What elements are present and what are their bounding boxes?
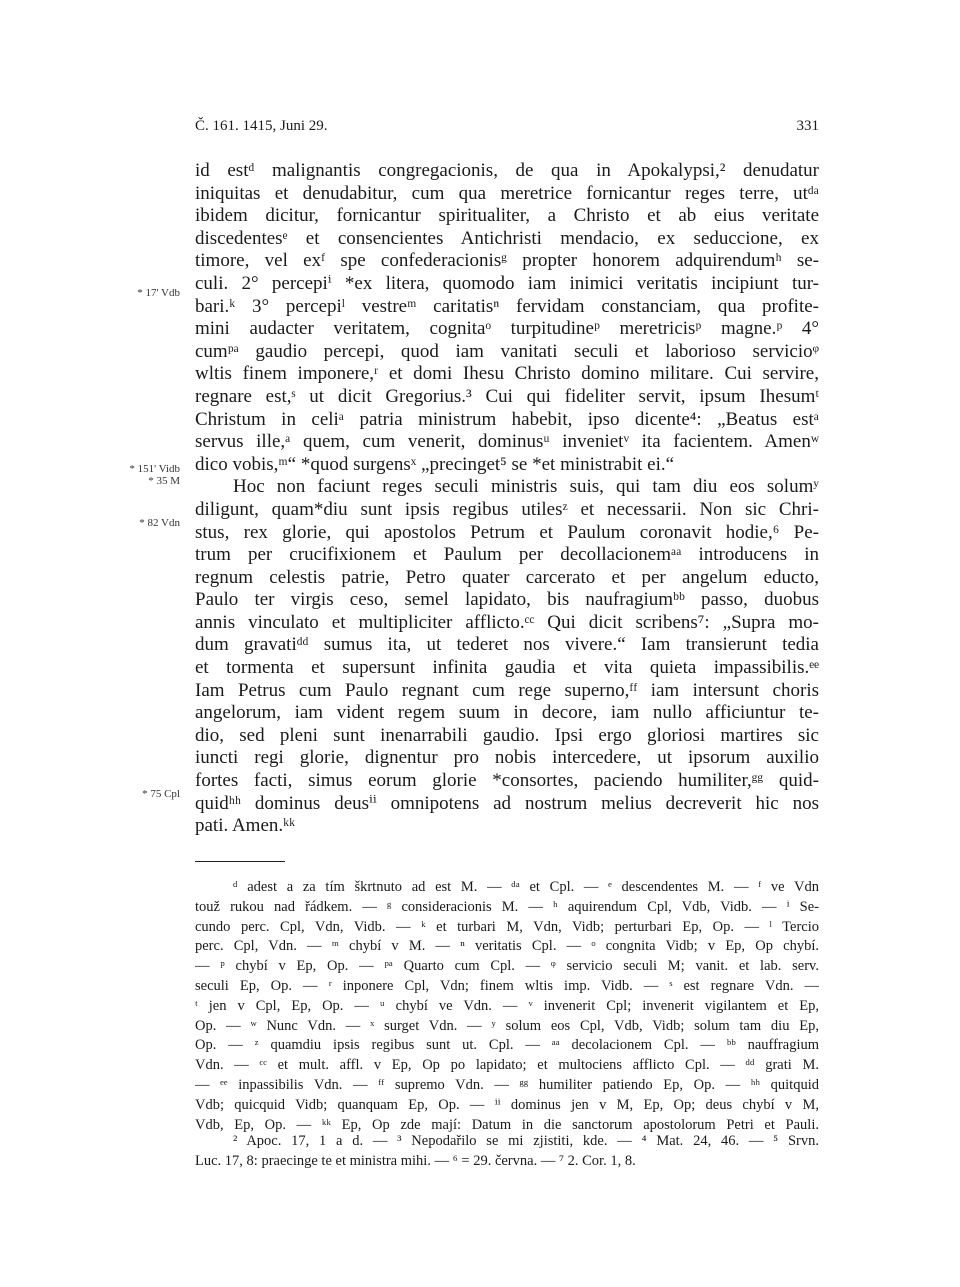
text-line: bari.ᵏ 3° percepiˡ vestreᵐ caritatisⁿ fervidam constanciam, qua profite- (195, 295, 819, 317)
text-line: culi. 2° percepiⁱ *ex litera, quomodo iam inimici veritatis incipiunt tur- (195, 272, 819, 294)
footnote-line: seculi Ep, Op. — ʳ inponere Cpl, Vdn; finem wltis imp. Vidb. — ˢ est regnare Vdn. — (195, 977, 819, 994)
page-number: 331 (796, 118, 819, 134)
footnote-line: Op. — ʷ Nunc Vdn. — ˣ surget Vdn. — ʸ solum eos Cpl, Vdb, Vidb; solum tam diu Ep, (195, 1017, 819, 1034)
footnote-line: Vdn. — ᶜᶜ et mult. affl. v Ep, Op po lapidato; et multociens afflicto Cpl. — ᵈᵈ grati M. (195, 1057, 819, 1074)
text-line: discedentesᵉ et consencientes Antichristi mendacio, ex seduccione, ex (195, 227, 819, 249)
footnote-line: perc. Cpl, Vdn. — ᵐ chybí v M. — ⁿ veritatis Cpl. — ᵒ congnita Vidb; v Ep, Op chybí. (195, 938, 819, 955)
text-line: ibidem dicitur, fornicantur spiritualiter, a Christo et ab eius veritate (195, 205, 819, 227)
text-line: timore, vel exᶠ spe confederacionisᵍ propter honorem adquirendumʰ se- (195, 250, 819, 272)
footnote-line: ᵈ adest a za tím škrtnuto ad est M. — ᵈᵃ et Cpl. — ᵉ descendentes M. — ᶠ ve Vdn (233, 879, 819, 895)
text-line: iuncti regi glorie, dignentur pro nobis intercedere, ut ipsorum auxilio (195, 747, 819, 769)
reference-footnotes (195, 1132, 819, 1172)
running-header (195, 118, 819, 135)
margin-note: * 17' Vdb (137, 287, 180, 299)
apparatus-footnotes (195, 878, 819, 1135)
text-line: servus ille,ᵃ quem, cum venerit, dominusᵘ invenietᵛ ita facientem. Amenʷ (195, 431, 819, 453)
footnote-line: Vdb, Ep, Op. — ᵏᵏ Ep, Op zde mají: Datum in die sanctorum apostolorum Petri et Pauli. (195, 1116, 819, 1133)
footnote-separator (195, 861, 285, 862)
main-text (195, 160, 819, 838)
text-line: Iam Petrus cum Paulo regnant cum rege superno,ᶠᶠ iam intersunt choris (195, 679, 819, 701)
footnote-line: — ᵖ chybí v Ep, Op. — ᵖᵃ Quarto cum Cpl. — ᵠ servicio seculi M; vanit. et lab. serv. (195, 958, 819, 975)
text-line: Paulo ter virgis ceso, semel lapidato, bis naufragiumᵇᵇ passo, duobus (195, 589, 819, 611)
footnote-line: touž rukou nad řádkem. — ᵍ consideracionis M. — ʰ aquirendum Cpl, Vdb, Vidb. — ⁱ Se- (195, 898, 819, 915)
text-line: dico vobis,ᵐ“ *quod surgensˣ „precinget⁵ se *et ministrabit ei.“ (195, 453, 675, 475)
footnote-line: Vdb; quicquid Vidb; quanquam Ep, Op. — ⁱⁱ dominus jen v M, Ep, Op; deus chybí v M, (195, 1096, 819, 1113)
margin-note: * 82 Vdn (139, 517, 180, 529)
text-line: diligunt, quam*diu sunt ipsis regibus utilesᶻ et necessarii. Non sic Chri- (195, 498, 819, 520)
text-line: mini audacter veritatem, cognitaᵒ turpitudineᵖ meretricisᵖ magne.ᵖ 4° (195, 318, 819, 340)
footnote-line: cundo perc. Cpl, Vdn, Vidb. — ᵏ et turbari M, Vdn, Vidb; perturbari Ep, Op. — ˡ Tercio (195, 918, 819, 935)
text-line: Christum in celiᵃ patria ministrum habebit, ipso dicente⁴: „Beatus estᵃ (195, 408, 819, 430)
text-line: cumᵖᵃ gaudio percepi, quod iam vanitati seculi et laborioso servicioᵠ (195, 340, 819, 362)
footnote-line: ᵗ jen v Cpl, Ep, Op. — ᵘ chybí ve Vdn. — ᵛ invenerit Cpl; invenerit vigilantem et Ep, (195, 997, 819, 1014)
text-line: regnum celestis patrie, Petro quater carcerato et per angelum educto, (195, 566, 819, 588)
margin-note: * 75 Cpl (142, 788, 180, 800)
running-title: Č. 161. 1415, Juni 29. (195, 118, 328, 134)
text-line: id estᵈ malignantis congregacionis, de qua in Apokalypsi,² denudatur (195, 160, 819, 181)
text-line: regnare est,ˢ ut dicit Gregorius.³ Cui qui fideliter servit, ipsum Ihesumᵗ (195, 385, 819, 407)
text-line: angelorum, iam vident regem suum in decore, iam nullo afficiuntur te- (195, 702, 819, 724)
footnote-line: Op. — ᶻ quamdiu ipsis regibus sunt ut. Cpl. — ᵃᵃ decolacionem Cpl. — ᵇᵇ nauffragium (195, 1037, 819, 1054)
footnote-line: — ᵉᵉ inpassibilis Vdn. — ᶠᶠ supremo Vdn. — ᵍᵍ humiliter patiendo Ep, Op. — ʰʰ quitquid (195, 1076, 819, 1093)
text-line: quidʰʰ dominus deusⁱⁱ omnipotens ad nostrum melius decreverit hic nos (195, 792, 819, 814)
text-line: stus, rex glorie, qui apostolos Petrum et Paulum coronavit hodie,⁶ Pe- (195, 521, 819, 543)
text-line: iniquitas et denudabitur, cum qua meretrice fornicantur reges terre, utᵈᵃ (195, 182, 819, 204)
reference-line: Luc. 17, 8: praecinge te et ministra mihi. — ⁶ = 29. června. — ⁷ 2. Cor. 1, 8. (195, 1152, 636, 1169)
text-line: Hoc non faciunt reges seculi ministris suis, qui tam diu eos solumʸ (233, 476, 819, 498)
text-line: fortes facti, simus eorum glorie *consortes, paciendo humiliter,ᵍᵍ quid- (195, 770, 819, 792)
margin-note: * 151' Vidb (129, 463, 180, 475)
margin-note: * 35 M (148, 475, 180, 487)
reference-line: ² Apoc. 17, 1 a d. — ³ Nepodařilo se mi zjistiti, kde. — ⁴ Mat. 24, 46. — ⁵ Srvn. (233, 1133, 819, 1149)
text-line: annis vinculato et multipliciter afflicto.ᶜᶜ Qui dicit scribens⁷: „Supra mo- (195, 611, 819, 633)
text-line: dio, sed pleni sunt inenarrabili gaudio. Ipsi ergo gloriosi martires sic (195, 724, 819, 746)
text-line: dum gravatiᵈᵈ sumus ita, ut tederet nos vivere.“ Iam transierunt tedia (195, 634, 819, 656)
text-line: wltis finem imponere,ʳ et domi Ihesu Christo domino militare. Cui servire, (195, 363, 819, 385)
text-line: trum per crucifixionem et Paulum per decollacionemᵃᵃ introducens in (195, 544, 819, 566)
text-line: pati. Amen.ᵏᵏ (195, 815, 296, 837)
text-line: et tormenta et supersunt infinita gaudia et vita quieta impassibilis.ᵉᵉ (195, 657, 819, 679)
